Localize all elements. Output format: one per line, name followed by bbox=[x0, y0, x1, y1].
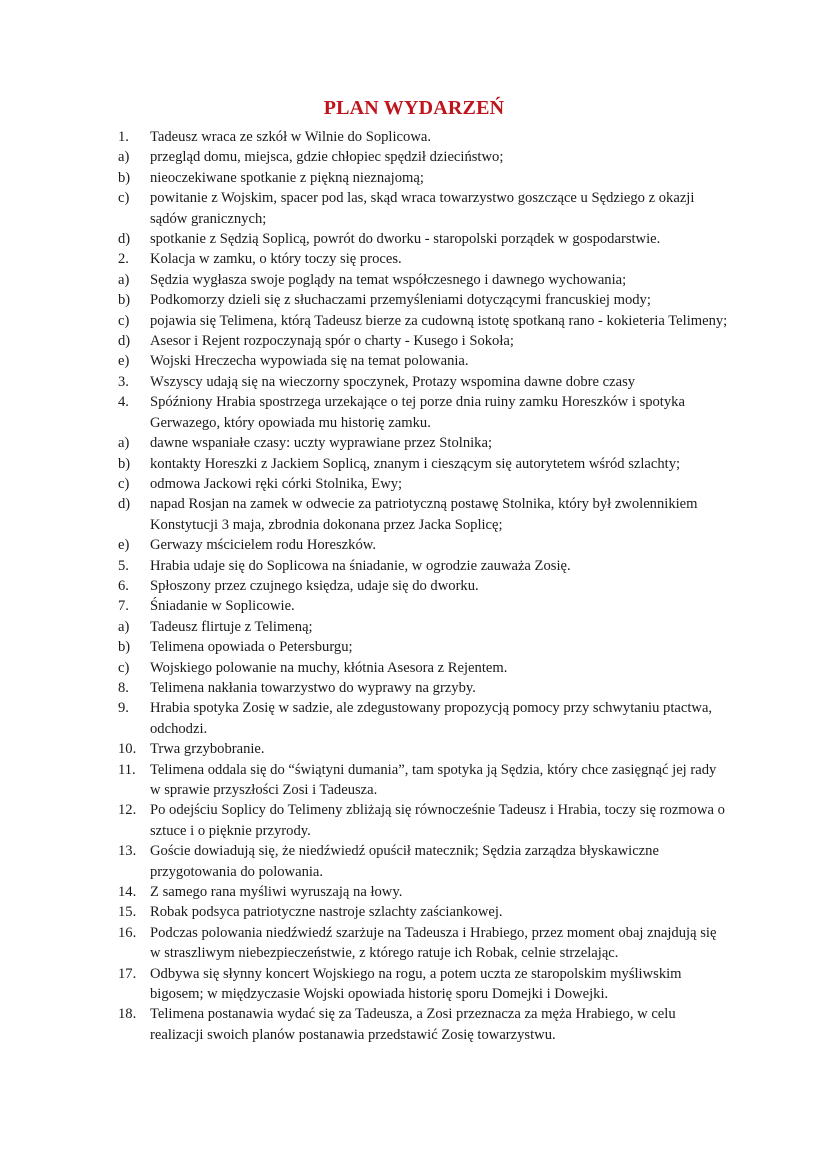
list-item-marker: 9. bbox=[118, 700, 129, 717]
list-item-marker: 17. bbox=[118, 965, 137, 982]
list-item-text: Telimena opowiada o Petersburgu; bbox=[150, 639, 353, 656]
list-item-text: Tadeusz flirtuje z Telimeną; bbox=[150, 618, 313, 635]
list-item-marker: 1. bbox=[118, 129, 129, 145]
list-item-marker: c) bbox=[118, 190, 130, 207]
list-item bbox=[118, 760, 728, 801]
list-item bbox=[118, 576, 728, 596]
list-item-marker: a) bbox=[118, 618, 130, 635]
list-item bbox=[118, 800, 728, 841]
list-item bbox=[118, 923, 728, 964]
list-item bbox=[118, 739, 728, 759]
list-item-marker: 14. bbox=[118, 884, 137, 901]
list-item-marker: c) bbox=[118, 475, 130, 492]
list-item-marker: 3. bbox=[118, 373, 129, 390]
list-item-text: przegląd domu, miejsca, gdzie chłopiec spędził dzieciństwo; bbox=[150, 149, 504, 166]
list-item-text: Sędzia wygłasza swoje poglądy na temat współczesnego i dawnego wychowania; bbox=[150, 271, 627, 288]
list-item bbox=[118, 658, 728, 678]
list-item-marker: e) bbox=[118, 537, 130, 554]
list-item bbox=[118, 882, 728, 902]
list-item-text: Trwa grzybobranie. bbox=[150, 741, 265, 758]
list-item bbox=[118, 372, 728, 392]
list-item bbox=[118, 311, 728, 331]
list-item-text: Robak podsyca patriotyczne nastroje szlachty zaściankowej. bbox=[150, 904, 503, 921]
list-item-marker: d) bbox=[118, 231, 131, 248]
list-item-text: kontakty Horeszki z Jackiem Soplicą, znanym i cieszącym się autorytetem wśród szlachty; bbox=[150, 455, 681, 472]
list-item bbox=[118, 270, 728, 290]
list-item-text: Z samego rana myśliwi wyruszają na łowy. bbox=[150, 884, 403, 901]
list-item-text: pojawia się Telimena, którą Tadeusz bierze za cudowną istotę spotkaną rano - kokieteria Telimeny; bbox=[150, 312, 728, 329]
list-item-text: Podczas polowania niedźwiedź szarżuje na Tadeusza i Hrabiego, przez moment obaj znajdują się w straszliwym niebezpieczeństwie, z którego ratuje ich Robak, celnie strzelając. bbox=[150, 924, 717, 962]
list-item bbox=[118, 556, 728, 576]
list-item-text: Telimena nakłania towarzystwo do wyprawy na grzyby. bbox=[150, 679, 476, 696]
list-item bbox=[118, 454, 728, 474]
list-item-marker: 12. bbox=[118, 802, 137, 819]
list-item-text: Asesor i Rejent rozpoczynają spór o charty - Kusego i Sokoła; bbox=[150, 333, 514, 350]
list-item bbox=[118, 841, 728, 882]
list-item-text: Po odejściu Soplicy do Telimeny zbliżają się równocześnie Tadeusz i Hrabia, toczy się rozmowa o sztuce i o pięknie przyrody. bbox=[150, 802, 725, 839]
list-item-marker: 18. bbox=[118, 1006, 137, 1023]
list-item bbox=[118, 351, 728, 371]
list-item-marker: d) bbox=[118, 333, 131, 350]
list-item bbox=[118, 1004, 728, 1045]
list-item-marker: 7. bbox=[118, 598, 129, 615]
list-item-marker: 16. bbox=[118, 924, 137, 941]
list-item-text: Hrabia spotyka Zosię w sadzie, ale zdegustowany propozycją pomocy przy schwytaniu ptactwa, odchodzi. bbox=[150, 700, 713, 737]
list-item-text: Podkomorzy dzieli się z słuchaczami przemyśleniami dotyczącymi francuskiej mody; bbox=[150, 292, 651, 309]
list-item bbox=[118, 290, 728, 310]
list-item bbox=[118, 964, 728, 1005]
list-item-marker: a) bbox=[118, 435, 130, 452]
list-item-text: Goście dowiadują się, że niedźwiedź opuścił matecznik; Sędzia zarządza błyskawiczne przygotowania do polowania. bbox=[150, 843, 659, 880]
list-item bbox=[118, 698, 728, 739]
list-item bbox=[118, 168, 728, 188]
list-item-text: dawne wspaniałe czasy: uczty wyprawiane przez Stolnika; bbox=[150, 435, 493, 452]
list-item-text: Tadeusz wraca ze szkół w Wilnie do Soplicowa. bbox=[150, 129, 431, 145]
list-item bbox=[118, 494, 728, 535]
list-item-text: Spóźniony Hrabia spostrzega urzekające o tej porze dnia ruiny zamku Horeszków i spotyka Gerwazego, który opowiada mu historię zamku. bbox=[150, 394, 685, 431]
list-item-marker: a) bbox=[118, 149, 130, 166]
list-item bbox=[118, 617, 728, 637]
list-item-text: Wojski Hreczecha wypowiada się na temat polowania. bbox=[150, 353, 469, 370]
page-title: PLAN WYDARZEŃ bbox=[323, 97, 505, 119]
list-item bbox=[118, 392, 728, 433]
list-item-marker: 13. bbox=[118, 843, 137, 860]
list-item bbox=[118, 229, 728, 249]
list-item-marker: b) bbox=[118, 169, 131, 186]
list-item-marker: b) bbox=[118, 292, 131, 309]
list-item-marker: e) bbox=[118, 353, 130, 370]
list-item bbox=[118, 678, 728, 698]
list-item-text: napad Rosjan na zamek w odwecie za patriotyczną postawę Stolnika, który był zwolennikiem Konstytucji 3 maja, zbrodnia dokonana przez Jacka Soplicę; bbox=[150, 496, 698, 533]
list-item bbox=[118, 474, 728, 494]
list-item bbox=[118, 902, 728, 922]
list-item bbox=[118, 596, 728, 616]
list-item-text: Spłoszony przez czujnego księdza, udaje się do dworku. bbox=[150, 577, 479, 594]
list-item-marker: 4. bbox=[118, 394, 129, 411]
list-item-text: Hrabia udaje się do Soplicowa na śniadanie, w ogrodzie zauważa Zosię. bbox=[150, 557, 571, 574]
list-item-marker: b) bbox=[118, 639, 131, 656]
list-item-text: Telimena postanawia wydać się za Tadeusza, a Zosi przeznacza za męża Hrabiego, w celu realizacji swoich planów postanawia przedstawić Zosię towarzystwu. bbox=[150, 1006, 676, 1043]
list-item-text: Wszyscy udają się na wieczorny spoczynek, Protazy wspomina dawne dobre czasy bbox=[150, 373, 636, 390]
list-item-text: odmowa Jackowi ręki córki Stolnika, Ewy; bbox=[150, 475, 403, 492]
list-item-marker: 8. bbox=[118, 679, 129, 696]
list-item-marker: 11. bbox=[118, 761, 136, 778]
list-item-marker: 10. bbox=[118, 741, 137, 758]
list-item bbox=[118, 535, 728, 555]
list-item-marker: 6. bbox=[118, 577, 129, 594]
list-item-marker: d) bbox=[118, 496, 131, 513]
list-item-marker: c) bbox=[118, 659, 130, 676]
list-item-marker: 5. bbox=[118, 557, 129, 574]
list-item bbox=[118, 249, 728, 269]
list-item bbox=[118, 637, 728, 657]
list-item-marker: a) bbox=[118, 271, 130, 288]
list-item bbox=[118, 331, 728, 351]
list-item bbox=[118, 188, 728, 229]
list-item-marker: c) bbox=[118, 312, 130, 329]
list-item-text: spotkanie z Sędzią Soplicą, powrót do dworku - staropolski porządek w gospodarstwie. bbox=[150, 231, 661, 248]
list-item-text: nieoczekiwane spotkanie z piękną nieznajomą; bbox=[150, 169, 424, 186]
list-item bbox=[118, 147, 728, 167]
list-item-text: Śniadanie w Soplicowie. bbox=[150, 598, 295, 615]
list-item-text: Wojskiego polowanie na muchy, kłótnia Asesora z Rejentem. bbox=[150, 659, 508, 676]
list-item-text: powitanie z Wojskim, spacer pod las, skąd wraca towarzystwo goszczące u Sędziego z okazji sądów granicznych; bbox=[150, 190, 695, 227]
list-item-text: Telimena oddala się do “świątyni dumania”, tam spotyka ją Sędzia, który chce zasięgnąć jej rady w sprawie przyszłości Zosi i Tadeusza. bbox=[150, 761, 717, 798]
list-item-text: Odbywa się słynny koncert Wojskiego na rogu, a potem uczta ze staropolskim myśliwskim bigosem; w międzyczasie Wojski opowiada historię sporu Domejki i Dowejki. bbox=[150, 965, 682, 1003]
event-plan-list bbox=[118, 127, 728, 1045]
list-item bbox=[118, 433, 728, 453]
list-item-text: Gerwazy mścicielem rodu Horeszków. bbox=[150, 537, 376, 554]
list-item-text: Kolacja w zamku, o który toczy się proces. bbox=[150, 251, 402, 268]
list-item bbox=[118, 127, 728, 147]
list-item-marker: b) bbox=[118, 455, 131, 472]
list-item-marker: 15. bbox=[118, 904, 137, 921]
list-item-marker: 2. bbox=[118, 251, 129, 268]
